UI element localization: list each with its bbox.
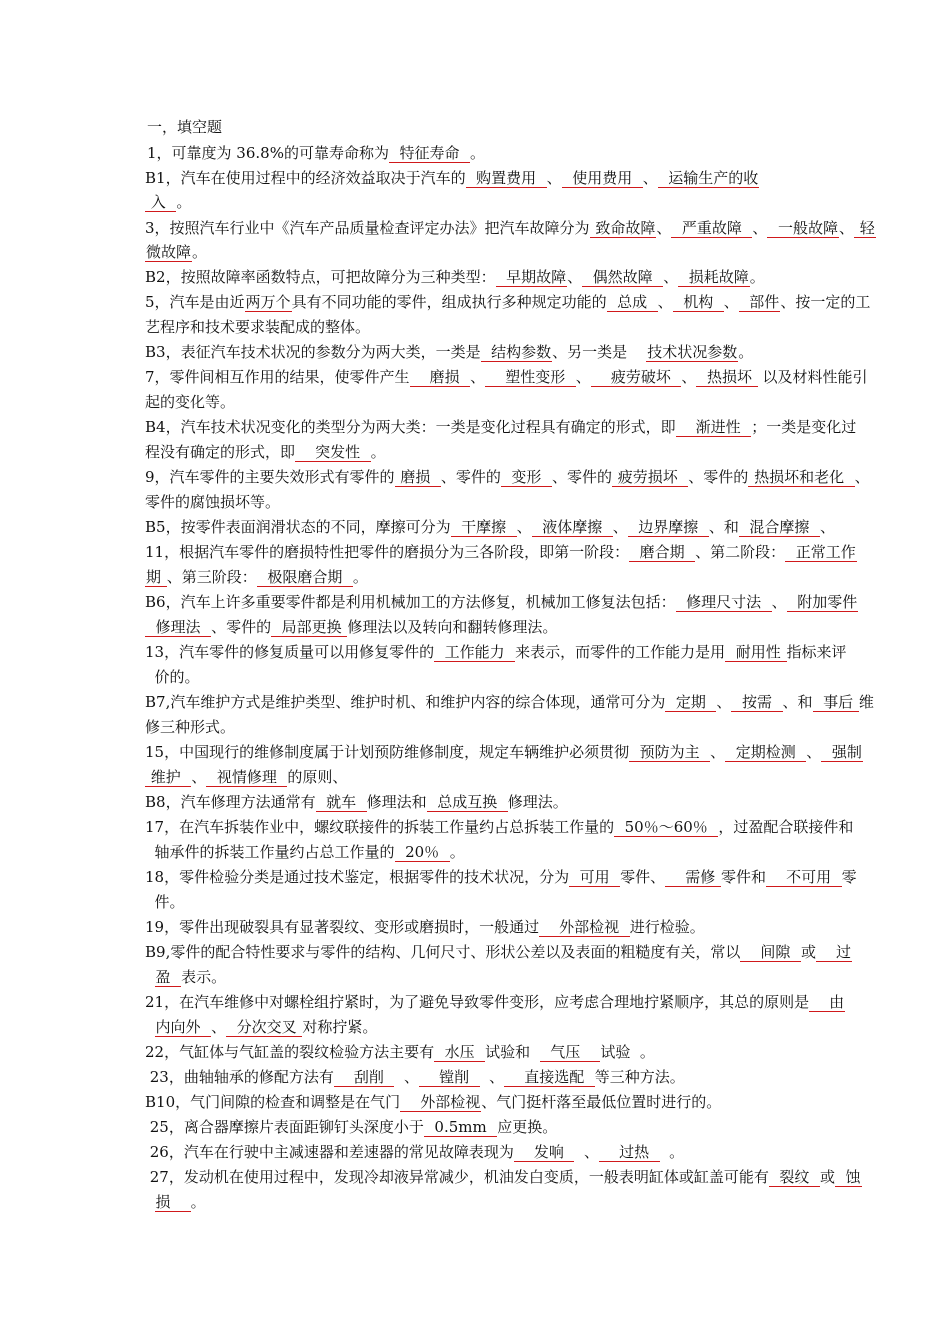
text-line	[147, 142, 485, 164]
question-text: 7，零件间相互作用的结果，使零件产生	[145, 368, 410, 386]
question-text: 、和	[708, 518, 739, 536]
text-line	[145, 291, 870, 313]
answer-blank: 结构参数	[481, 343, 552, 361]
question-text	[145, 1018, 155, 1036]
question-text: 对称拧紧。	[302, 1018, 378, 1036]
answer-blank: 耐用性	[726, 643, 786, 661]
question-text: 、	[479, 1068, 505, 1086]
question-text: 、	[612, 518, 628, 536]
text-line	[145, 991, 845, 1013]
question-text: 一，填空题	[147, 118, 223, 136]
answer-blank: 发响	[514, 1143, 574, 1161]
question-text: 、	[211, 1018, 227, 1036]
question-text: 27，发动机在使用过程中，发现冷却液异常减少，机油发白变质，一般表明缸体或缸盖可能有	[145, 1168, 769, 1186]
answer-blank: 事后	[813, 693, 858, 711]
question-text: 22，气缸体与气缸盖的裂纹检验方法主要有	[145, 1043, 435, 1061]
question-text: 25，离合器摩擦片表面距铆钉头深度小于	[145, 1118, 424, 1136]
question-text: 艺程序和技术要求装配成的整体。	[145, 318, 371, 336]
text-line	[145, 1041, 655, 1063]
question-text: ，过盈配合联接件和	[718, 818, 854, 836]
question-text: 进行检验。	[629, 918, 705, 936]
question-text: 、零件的	[211, 618, 272, 636]
answer-blank: 水压	[435, 1043, 485, 1061]
answer-blank: 20％	[395, 843, 449, 861]
question-text: 、	[723, 293, 739, 311]
question-text: 、	[806, 743, 822, 761]
question-text: 、	[771, 593, 787, 611]
answer-blank: 入	[146, 193, 176, 211]
text-line	[145, 1166, 862, 1188]
answer-blank: 直接选配	[505, 1068, 594, 1086]
text-line	[145, 641, 847, 663]
question-text: 修理法。	[507, 793, 568, 811]
answer-blank: 损	[155, 1193, 190, 1211]
question-text: 零件、	[620, 868, 666, 886]
question-text: 、	[819, 518, 835, 536]
question-text: 、	[394, 1068, 420, 1086]
question-text: 、	[642, 169, 658, 187]
answer-blank: 工作能力	[435, 643, 515, 661]
text-line	[145, 1066, 685, 1088]
answer-blank: 镗削	[420, 1068, 479, 1086]
question-text: 维	[858, 693, 874, 711]
answer-blank: 使用费用	[562, 169, 642, 187]
answer-blank: 修理尺寸法	[676, 593, 771, 611]
question-text: 。	[738, 343, 754, 361]
text-line	[145, 791, 568, 813]
answer-blank: 期	[146, 568, 166, 586]
answer-blank: 定期	[666, 693, 716, 711]
question-text: 。	[352, 568, 368, 586]
question-text: 5，汽车是由近	[145, 293, 245, 311]
answer-blank: 刮削	[334, 1068, 394, 1086]
question-text: ；一类是变化过	[751, 418, 857, 436]
answer-blank: 50％～60％	[615, 818, 718, 836]
answer-blank: 维护	[146, 768, 191, 786]
text-line	[145, 1091, 721, 1113]
question-text: 19，零件出现破裂具有显著裂纹、变形或磨损时，一般通过	[145, 918, 540, 936]
question-text: 。	[190, 1193, 206, 1211]
answer-blank: 部件	[739, 293, 780, 311]
question-text: 或	[800, 943, 816, 961]
question-text: 指标来评	[786, 643, 847, 661]
question-text: 、零件的	[688, 468, 749, 486]
answer-blank: 轻	[855, 219, 875, 237]
answer-blank: 磨合期	[630, 543, 695, 561]
question-text: 具有不同功能的零件，组成执行多种规定功能的	[291, 293, 607, 311]
text-line	[145, 1116, 557, 1138]
question-text: 、另一类是	[552, 343, 647, 361]
answer-blank: 渐进性	[676, 418, 751, 436]
question-text: 9，汽车零件的主要失效形式有零件的	[145, 468, 395, 486]
answer-blank: 0.5mm	[424, 1118, 497, 1136]
question-text: 。	[470, 144, 486, 162]
text-line	[145, 916, 705, 938]
text-line	[145, 366, 868, 388]
question-text: 、和	[782, 693, 813, 711]
answer-blank: 总成互换	[427, 793, 507, 811]
answer-blank: 附加零件	[787, 593, 858, 611]
question-text: 、	[191, 768, 207, 786]
question-text: 、	[752, 219, 768, 237]
answer-blank: 需修	[666, 868, 721, 886]
question-text: 零件的腐蚀损坏等。	[145, 493, 281, 511]
answer-blank: 盈	[155, 968, 181, 986]
text-line	[145, 591, 858, 613]
text-line	[145, 217, 876, 239]
text-line	[145, 941, 852, 963]
answer-blank: 特征寿命	[389, 144, 470, 162]
question-text: 、	[567, 268, 583, 286]
question-text: 。	[449, 843, 465, 861]
answer-blank: 正常工作	[786, 543, 856, 561]
answer-blank: 热损坏和老化	[749, 468, 854, 486]
answer-blank: 技术状况参数	[647, 343, 738, 361]
question-text: 或	[819, 1168, 835, 1186]
question-text: 、	[657, 293, 673, 311]
question-text: B6，汽车上许多重要零件都是利用机械加工的方法修复，机械加工修复法包括：	[145, 593, 676, 611]
question-text: 13，汽车零件的修复质量可以用修复零件的	[145, 643, 435, 661]
answer-blank: 塑性变形	[486, 368, 575, 386]
answer-blank: 疲劳损坏	[612, 468, 688, 486]
answer-blank: 蚀	[835, 1168, 861, 1186]
question-text: 、	[546, 169, 562, 187]
question-text: 、	[470, 368, 486, 386]
answer-blank: 干摩擦	[451, 518, 516, 536]
answer-blank: 气压	[540, 1043, 600, 1061]
question-text: B1，汽车在使用过程中的经济效益取决于汽车的	[145, 169, 466, 187]
question-text: 修理法和	[366, 793, 427, 811]
question-text: 、	[574, 1143, 600, 1161]
answer-blank: 磨损	[410, 368, 470, 386]
question-text: 件。	[145, 893, 185, 911]
answer-blank: 由	[810, 993, 845, 1011]
question-text	[145, 968, 155, 986]
question-text: 、第二阶段：	[695, 543, 786, 561]
question-text: 21，在汽车维修中对螺栓组拧紧时，为了避免导致零件变形，应考虑合理地拧紧顺序，其总的原则是	[145, 993, 810, 1011]
answer-blank: 损耗故障	[679, 268, 749, 286]
text-line	[145, 566, 368, 588]
question-text: 17，在汽车拆装作业中，螺纹联接件的拆装工作量约占总拆装工作量的	[145, 818, 615, 836]
question-text: 。	[659, 1143, 685, 1161]
text-line	[145, 541, 857, 563]
question-text: B9,零件的配合特性要求与零件的结构、几何尺寸、形状公差以及表面的粗糙度有关，常以	[145, 943, 741, 961]
text-line	[145, 691, 874, 713]
answer-blank: 严重故障	[672, 219, 752, 237]
text-line	[145, 241, 207, 263]
text-line	[145, 966, 226, 988]
question-text: 、	[838, 219, 854, 237]
text-line	[145, 1191, 206, 1213]
question-text: 。	[176, 193, 192, 211]
answer-blank: 微故障	[146, 243, 192, 261]
text-line	[145, 1141, 684, 1163]
answer-blank: 裂纹	[769, 1168, 819, 1186]
answer-blank: 局部更换	[272, 618, 347, 636]
answer-blank: 购置费用	[466, 169, 546, 187]
question-text: 26，汽车在行驶中主减速器和差速器的常见故障表现为	[145, 1143, 514, 1161]
question-text: 修理法以及转向和翻转修理法。	[347, 618, 558, 636]
answer-blank: 混合摩擦	[739, 518, 819, 536]
question-text: 零	[841, 868, 857, 886]
answer-blank: 不可用	[767, 868, 841, 886]
question-text: 、零件的	[440, 468, 501, 486]
question-text: 来表示，而零件的工作能力是用	[515, 643, 726, 661]
answer-blank: 按需	[732, 693, 782, 711]
question-text: B8，汽车修理方法通常有	[145, 793, 316, 811]
answer-blank: 就车	[316, 793, 366, 811]
question-text: 、	[656, 219, 672, 237]
answer-blank: 偶然故障	[583, 268, 663, 286]
question-text: 试验 。	[600, 1043, 655, 1061]
answer-blank: 外部检视	[401, 1093, 481, 1111]
question-text: 、	[854, 468, 870, 486]
text-line	[145, 766, 347, 788]
answer-blank: 强制	[822, 743, 862, 761]
text-line	[145, 491, 280, 513]
question-text: 、	[710, 743, 726, 761]
text-line	[145, 391, 235, 413]
question-text: 表示。	[181, 968, 227, 986]
text-line	[145, 866, 857, 888]
question-text: 。	[749, 268, 765, 286]
question-text: 、第三阶段：	[166, 568, 257, 586]
question-text: 、零件的	[551, 468, 612, 486]
question-text: 修三种形式。	[145, 718, 236, 736]
question-text: 11，根据汽车零件的磨损特性把零件的磨损分为三各阶段，即第一阶段：	[145, 543, 630, 561]
answer-blank: 过热	[600, 1143, 659, 1161]
question-text: B2，按照故障率函数特点，可把故障分为三种类型：	[145, 268, 496, 286]
answer-blank: 早期故障	[496, 268, 567, 286]
text-line	[145, 716, 235, 738]
question-text: B4，汽车技术状况变化的类型分为两大类：一类是变化过程具有确定的形式，即	[145, 418, 676, 436]
question-text: 、气门挺杆落至最低位置时进行的。	[481, 1093, 722, 1111]
text-line	[145, 167, 759, 189]
answer-blank: 总成	[607, 293, 657, 311]
text-line	[145, 616, 557, 638]
question-text: 、按一定的工	[780, 293, 871, 311]
answer-blank: 一般故障	[768, 219, 838, 237]
question-text: B3，表征汽车技术状况的参数分为两大类，一类是	[145, 343, 481, 361]
text-line	[145, 191, 191, 213]
question-text: 、	[716, 693, 732, 711]
answer-blank: 两万个	[245, 293, 291, 311]
text-line	[147, 116, 222, 138]
answer-blank: 内向外	[155, 1018, 211, 1036]
text-line	[145, 1016, 377, 1038]
question-text: 1，可靠度为 36.8%的可靠寿命称为	[147, 144, 389, 162]
question-text: 程没有确定的形式，即	[145, 443, 296, 461]
text-line	[145, 341, 753, 363]
answer-blank: 可用	[570, 868, 620, 886]
answer-blank: 运输生产的收	[658, 169, 759, 187]
question-text: 零件和	[721, 868, 767, 886]
answer-blank: 定期检测	[726, 743, 806, 761]
answer-blank: 外部检视	[540, 918, 629, 936]
question-text: 应更换。	[497, 1118, 558, 1136]
question-text: 轴承件的拆装工作量约占总工作量的	[145, 843, 395, 861]
question-text: 试验和	[485, 1043, 540, 1061]
question-text: B10，气门间隙的检查和调整是在气门	[145, 1093, 401, 1111]
answer-blank: 修理法	[146, 618, 211, 636]
question-text: 的原则、	[287, 768, 348, 786]
text-line	[145, 316, 370, 338]
answer-blank: 预防为主	[630, 743, 710, 761]
text-line	[145, 441, 386, 463]
question-text: 23，曲轴轴承的修配方法有	[145, 1068, 334, 1086]
answer-blank: 过	[816, 943, 852, 961]
answer-blank: 视情修理	[207, 768, 287, 786]
text-line	[145, 666, 200, 688]
question-text: B7,汽车维护方式是维护类型、维护时机、和维护内容的综合体现，通常可分为	[145, 693, 666, 711]
text-line	[145, 466, 870, 488]
text-line	[145, 266, 765, 288]
answer-blank: 机构	[673, 293, 723, 311]
question-text: 3，按照汽车行业中《汽车产品质量检查评定办法》把汽车故障分为	[145, 219, 590, 237]
answer-blank: 热损坏	[697, 368, 757, 386]
question-text: 15，中国现行的维修制度属于计划预防维修制度，规定车辆维护必须贯彻	[145, 743, 630, 761]
question-text: 、	[575, 368, 591, 386]
text-line	[145, 416, 856, 438]
text-line	[145, 741, 863, 763]
question-text: 、	[516, 518, 532, 536]
answer-blank: 磨损	[395, 468, 440, 486]
question-text: 等三种方法。	[594, 1068, 685, 1086]
answer-blank: 变形	[501, 468, 551, 486]
question-text: 。	[192, 243, 208, 261]
text-line	[145, 841, 465, 863]
question-text: 起的变化等。	[145, 393, 236, 411]
question-text: 。	[370, 443, 386, 461]
question-text: 以及材料性能引	[757, 368, 868, 386]
answer-blank: 突发性	[296, 443, 370, 461]
answer-blank: 分次交叉	[227, 1018, 302, 1036]
question-text: 18，零件检验分类是通过技术鉴定，根据零件的技术状况，分为	[145, 868, 570, 886]
text-line	[145, 891, 185, 913]
question-text: B5，按零件表面润滑状态的不同，摩擦可分为	[145, 518, 451, 536]
answer-blank: 间隙	[741, 943, 800, 961]
question-text	[145, 1193, 155, 1211]
question-text: 价的。	[145, 668, 200, 686]
text-line	[145, 816, 853, 838]
question-text: 、	[663, 268, 679, 286]
answer-blank: 液体摩擦	[532, 518, 612, 536]
answer-blank: 边界摩擦	[628, 518, 708, 536]
question-text: 、	[681, 368, 697, 386]
answer-blank: 极限磨合期	[257, 568, 352, 586]
answer-blank: 疲劳破坏	[591, 368, 681, 386]
answer-blank: 致命故障	[590, 219, 656, 237]
text-line	[145, 516, 835, 538]
